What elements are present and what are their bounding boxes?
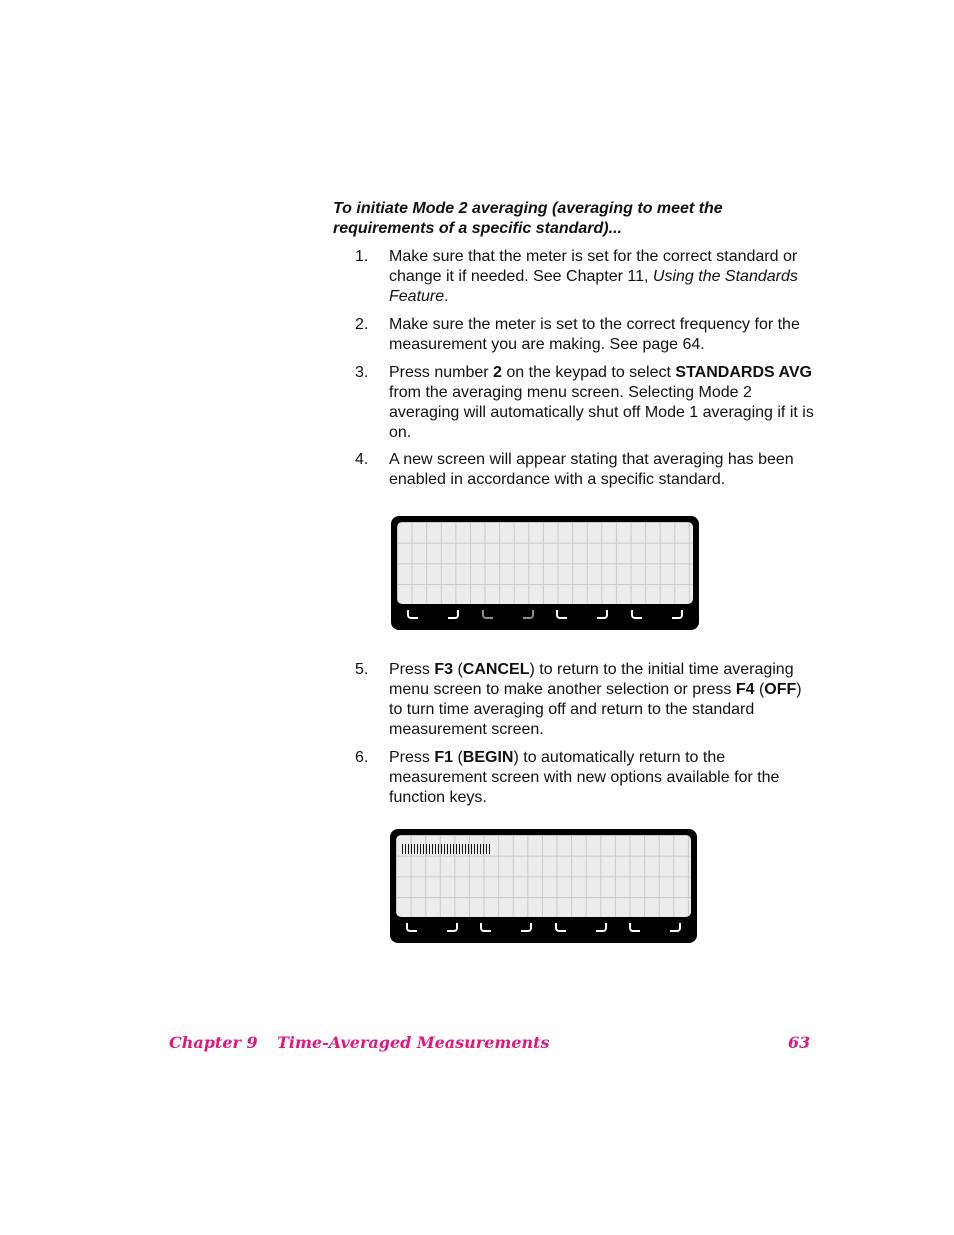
bargraph-indicator [402,844,492,854]
lcd-display [390,829,697,943]
step-text: Make sure that the meter is set for the correct standard or change it if needed. See Chapter 11, Using the Standards Feature. [389,248,798,305]
function-key-f2[interactable] [472,921,540,939]
step-number: 2. [355,316,369,333]
function-key-f3[interactable] [548,608,616,626]
step-number: 5. [355,661,369,678]
lcd-display [391,516,699,630]
function-key-f4[interactable] [621,921,689,939]
step-text: Press number 2 on the keypad to select STANDARDS AVG from the averaging menu screen. Selecting Mode 2 averaging will automatically shut off Mode 1 averaging if it is on. [389,364,814,441]
function-key-f4[interactable] [623,608,691,626]
function-key-f1[interactable] [398,921,466,939]
step-text: A new screen will appear stating that averaging has been enabled in accordance with a specific standard. [389,451,794,488]
function-key-f3[interactable] [547,921,615,939]
step-number: 3. [355,364,369,381]
function-key-f2[interactable] [474,608,542,626]
step-number: 6. [355,749,369,766]
step-text: Press F3 (CANCEL) to return to the initial time averaging menu screen to make another selection or press F4 (OFF) to turn time averaging off and return to the standard measurement screen. [389,661,802,738]
page-number: 63 [788,1033,811,1052]
step-text: Press F1 (BEGIN) to automatically return to the measurement screen with new options available for the function keys. [389,749,780,806]
function-key-row [399,608,691,626]
step-text: Make sure the meter is set to the correct frequency for the measurement you are making. See page 64. [389,316,800,353]
function-key-row [398,921,689,939]
step-number: 4. [355,451,369,468]
step-number: 1. [355,248,369,265]
lcd-screen [397,522,693,604]
footer-chapter-title: Time-Averaged Measurements [277,1033,550,1052]
lcd-screen [396,835,691,917]
footer-chapter: Chapter 9 [169,1033,258,1052]
function-key-f1[interactable] [399,608,467,626]
section-heading: To initiate Mode 2 averaging (averaging to meet the requirements of a specific standard)... [333,200,723,237]
